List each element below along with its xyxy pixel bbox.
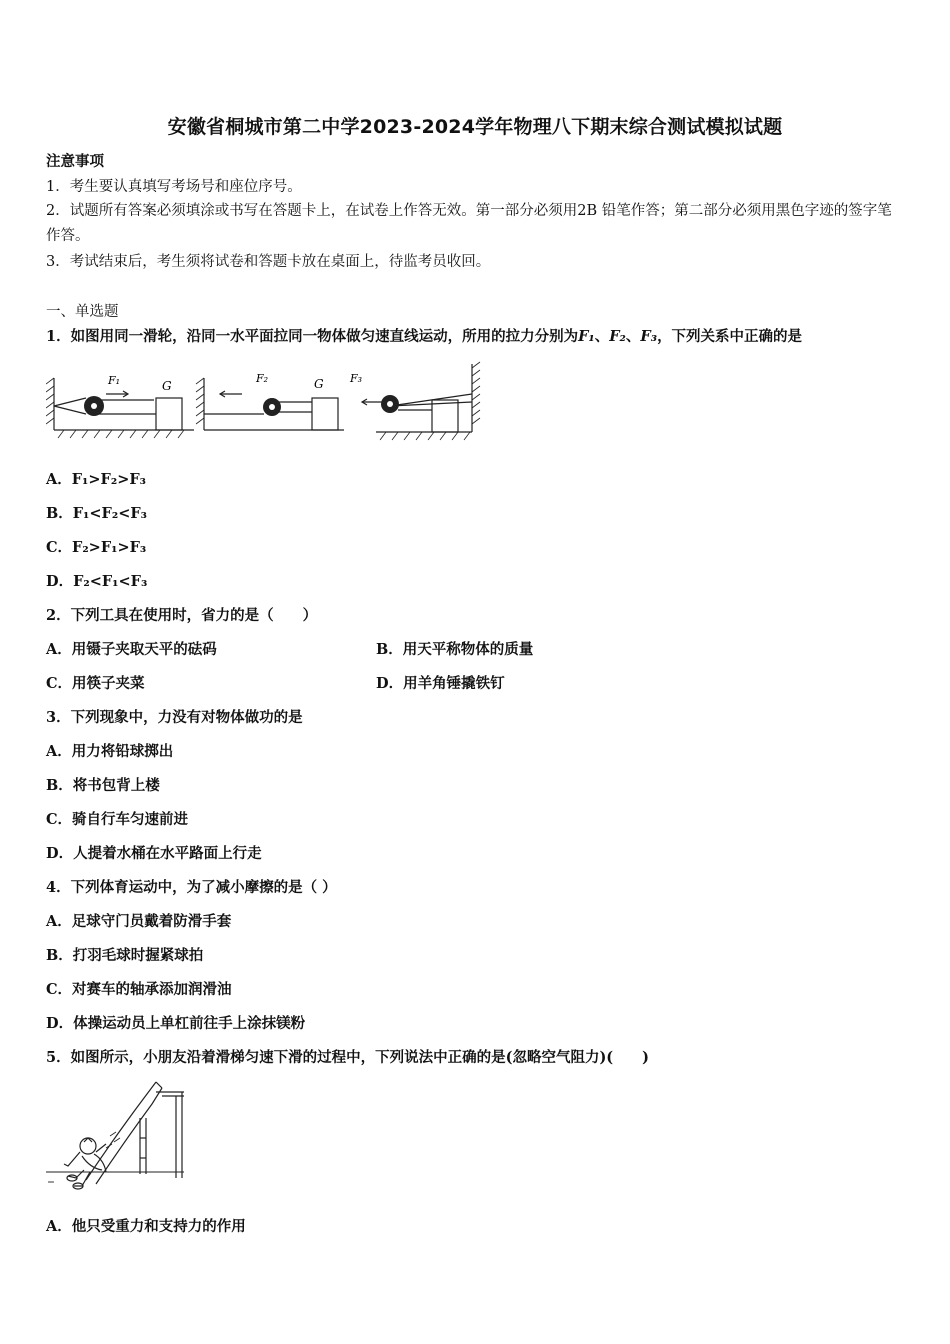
q3-option-a[interactable]: A．用力将铅球掷出 [46, 743, 174, 760]
q4-option-d[interactable]: D．体操运动员上单杠前往手上涂抹镁粉 [46, 1015, 306, 1032]
q4-option-c[interactable]: C．对赛车的轴承添加润滑油 [46, 981, 232, 998]
notice-item-1: 1．考生要认真填写考场号和座位序号。 [46, 179, 302, 195]
q1-fig-label-f1: F₁ [108, 374, 121, 387]
q2-stem: 2．下列工具在使用时，省力的是（ ） [46, 607, 318, 624]
q5-slide-figure [44, 1078, 189, 1196]
q1-option-b[interactable]: B．F₁<F₂<F₃ [46, 505, 147, 522]
q3-option-b[interactable]: B．将书包背上楼 [46, 777, 160, 794]
q1-stem: 1．如图用同一滑轮，沿同一水平面拉同一物体做匀速直线运动，所用的拉力分别为F₁、F₂、F₃，下列关系中正确的是 [46, 328, 803, 345]
notice-item-2: 2．试题所有答案必须填涂或书写在答题卡上，在试卷上作答无效。第一部分必须用2B 铅笔作答；第二部分必须用黑色字迹的签字笔作答。 [46, 203, 892, 244]
q3-stem: 3．下列现象中，力没有对物体做功的是 [46, 709, 303, 726]
q1-option-a[interactable]: A．F₁>F₂>F₃ [46, 471, 146, 488]
q2-option-c[interactable]: C．用筷子夹菜 [46, 675, 145, 692]
q4-option-a[interactable]: A．足球守门员戴着防滑手套 [46, 913, 232, 930]
q3-option-d[interactable]: D．人提着水桶在水平路面上行走 [46, 845, 262, 862]
q5-option-a[interactable]: A．他只受重力和支持力的作用 [46, 1218, 246, 1235]
q1-fig-label-f3: F₃ [350, 372, 363, 385]
q4-stem: 4．下列体育运动中，为了减小摩擦的是（ ） [46, 879, 337, 896]
q1-option-c[interactable]: C．F₂>F₁>F₃ [46, 539, 147, 556]
notice-item-3: 3．考试结束后，考生须将试卷和答题卡放在桌面上，待监考员收回。 [46, 254, 491, 270]
q2-option-d[interactable]: D．用羊角锤撬铁钉 [376, 675, 505, 692]
exam-title: 安徽省桐城市第二中学2023-2024学年物理八下期末综合测试模拟试题 [167, 116, 783, 138]
q1-fig-label-f2: F₂ [256, 372, 269, 385]
q1-fig-label-g2: G [314, 377, 324, 391]
notice-heading: 注意事项 [46, 153, 104, 170]
q2-option-b[interactable]: B．用天平称物体的质量 [376, 641, 534, 658]
section-heading: 一、单选题 [46, 304, 119, 320]
q1-fig-label-g1: G [162, 379, 172, 393]
q1-option-d[interactable]: D．F₂<F₁<F₃ [46, 573, 148, 590]
q3-option-c[interactable]: C．骑自行车匀速前进 [46, 811, 189, 828]
q5-stem: 5．如图所示，小朋友沿着滑梯匀速下滑的过程中，下列说法中正确的是(忽略空气阻力)( ) [46, 1049, 650, 1066]
q1-pulley-figure [46, 358, 496, 442]
q2-option-a[interactable]: A．用镊子夹取天平的砝码 [46, 641, 217, 658]
q4-option-b[interactable]: B．打羽毛球时握紧球拍 [46, 947, 204, 964]
